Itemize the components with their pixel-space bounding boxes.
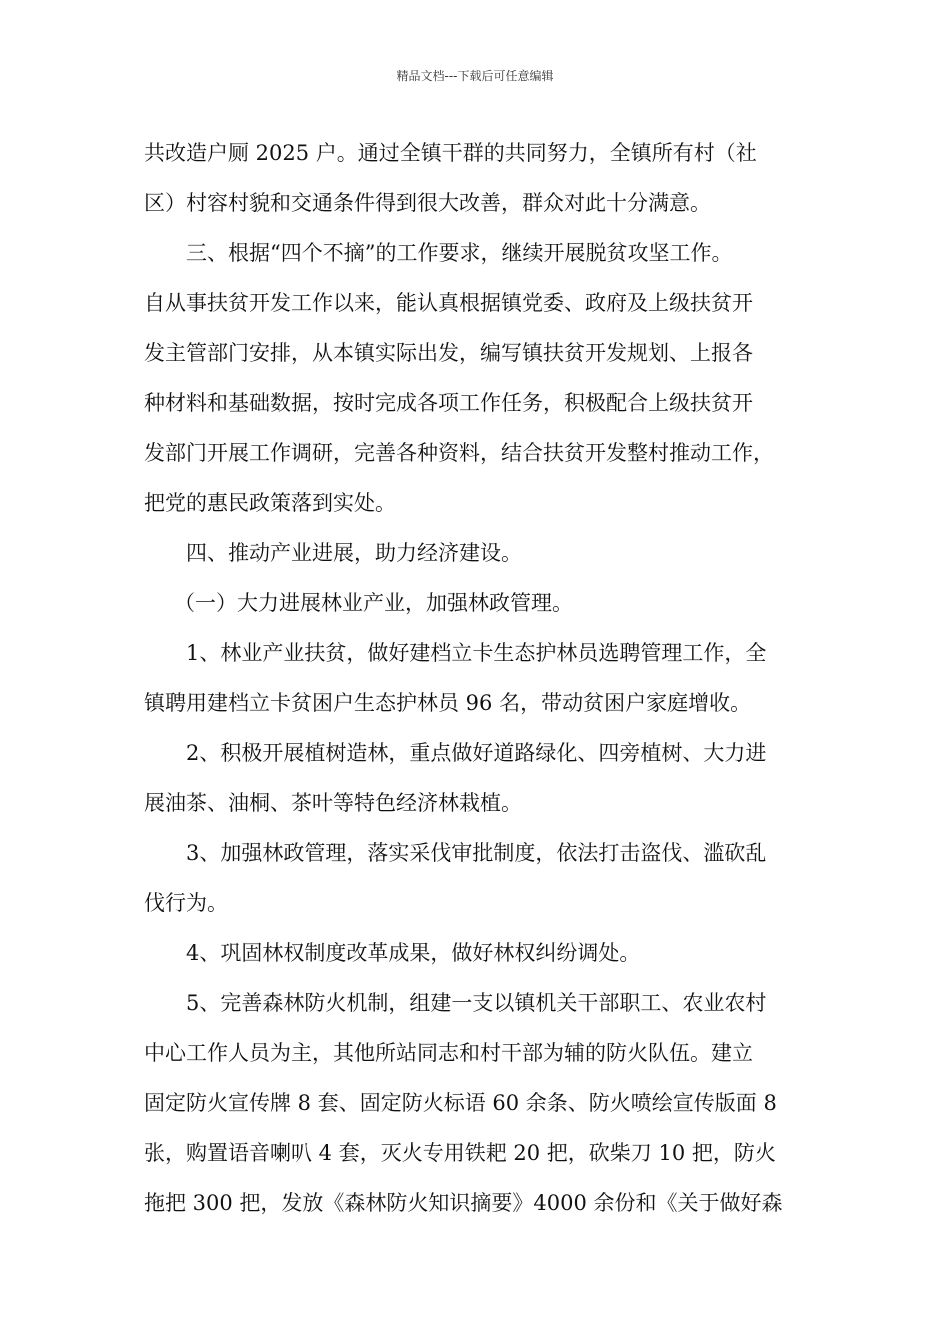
section-heading: 三、根据“四个不摘”的工作要求，继续开展脱贫攻坚工作。 — [186, 241, 733, 265]
text-line: 区）村容村貌和交通条件得到很大改善，群众对此十分满意。 — [144, 191, 711, 215]
subsection-heading: （一）大力进展林业产业，加强林政管理。 — [174, 591, 573, 615]
list-item: 1、林业产业扶贫，做好建档立卡生态护林员选聘管理工作，全 — [186, 641, 767, 665]
text-line: 种材料和基础数据，按时完成各项工作任务，积极配合上级扶贫开 — [144, 391, 753, 415]
document-body — [144, 128, 824, 1228]
text-line: 展油茶、油桐、茶叶等特色经济林栽植。 — [144, 791, 522, 815]
text-line: 共改造户厕 2025 户。通过全镇干群的共同努力，全镇所有村（社 — [144, 141, 757, 165]
text-line: 伐行为。 — [144, 891, 228, 915]
text-line: 把党的惠民政策落到实处。 — [144, 491, 396, 515]
text-line: 自从事扶贫开发工作以来，能认真根据镇党委、政府及上级扶贫开 — [144, 291, 753, 315]
text-line: 发主管部门安排，从本镇实际出发，编写镇扶贫开发规划、上报各 — [144, 341, 753, 365]
list-item: 4、巩固林权制度改革成果，做好林权纠纷调处。 — [186, 941, 641, 965]
section-heading: 四、推动产业进展，助力经济建设。 — [186, 541, 522, 565]
text-line: 张，购置语音喇叭 4 套，灭火专用铁耙 20 把，砍柴刀 10 把，防火 — [144, 1141, 776, 1165]
text-line: 固定防火宣传牌 8 套、固定防火标语 60 余条、防火喷绘宣传版面 8 — [144, 1091, 777, 1115]
page-header: 精品文档---下载后可任意编辑 — [396, 69, 554, 83]
list-item: 5、完善森林防火机制，组建一支以镇机关干部职工、农业农村 — [186, 991, 767, 1015]
text-line: 拖把 300 把，发放《森林防火知识摘要》4000 余份和《关于做好森 — [144, 1191, 783, 1215]
text-line: 镇聘用建档立卡贫困户生态护林员 96 名，带动贫困户家庭增收。 — [144, 691, 752, 715]
list-item: 3、加强林政管理，落实采伐审批制度，依法打击盗伐、滥砍乱 — [186, 841, 767, 865]
text-line: 中心工作人员为主，其他所站同志和村干部为辅的防火队伍。建立 — [144, 1041, 753, 1065]
list-item: 2、积极开展植树造林，重点做好道路绿化、四旁植树、大力进 — [186, 741, 767, 765]
text-line: 发部门开展工作调研，完善各种资料，结合扶贫开发整村推动工作， — [144, 441, 774, 465]
